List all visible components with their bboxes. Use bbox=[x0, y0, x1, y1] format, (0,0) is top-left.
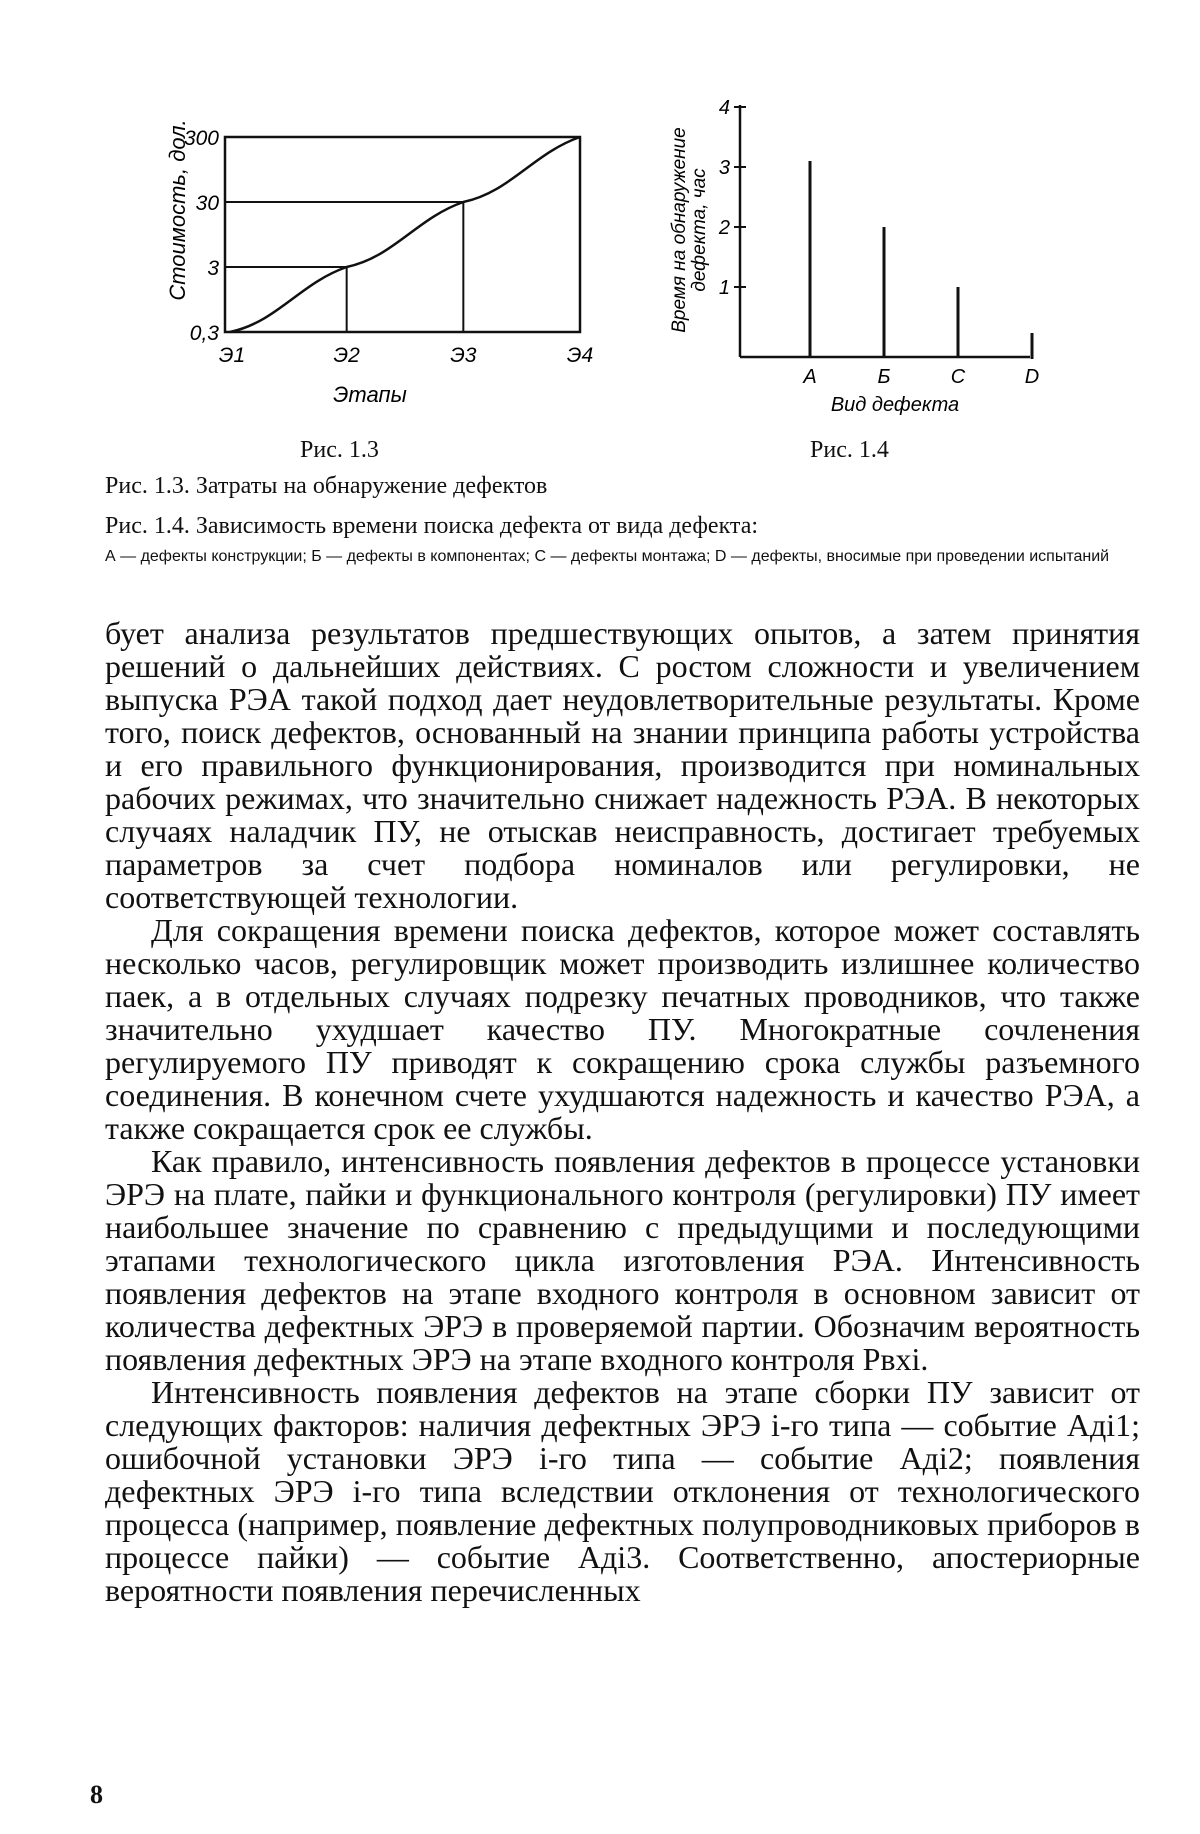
figure-1-4-caption: Рис. 1.4. Зависимость времени поиска дефекта от вида дефекта: bbox=[105, 513, 759, 539]
fig14-y-axis-label-line1: Время на обнаружение bbox=[669, 127, 690, 333]
paragraph-4: Интенсивность появления дефектов на этапе сборки ПУ зависит от следующих факторов: наличия дефектных ЭРЭ i-го типа — событие Aдi1; ошибочной установки ЭРЭ i-го типа — событие Aдi2; появления дефектных ЭРЭ i-го типа вследствии отклонения от технологического процесса (например, появление дефектных полупроводниковых приборов в процессе пайки) — событие Aдi3. Соответственно, апостериорные вероятности появления перечисленных bbox=[105, 1374, 1140, 1608]
fig13-x-tick-label: Э1 bbox=[218, 344, 246, 367]
fig14-y-tick-label: 2 bbox=[718, 217, 730, 239]
fig13-y-tick-label: 3 bbox=[207, 257, 219, 280]
fig14-y-tick-label: 4 bbox=[718, 97, 730, 119]
paragraph-1: бует анализа результатов предшествующих опытов, а затем принятия решений о дальнейших действиях. С ростом сложности и увеличением выпуска РЭА такой подход дает неудовлетворительные результаты. Кроме того, поиск дефектов, основанный на знании принципа работы устройства и его правильного функционирования, производится при номинальных рабочих режимах, что значительно снижает надежность РЭА. В некоторых случаях наладчик ПУ, не отыскав неисправность, достигает требуемых параметров за счет подбора номиналов или регулировки, не соответствующей технологии. bbox=[105, 615, 1140, 915]
figure-1-3-caption: Рис. 1.3. Затраты на обнаружение дефектов bbox=[105, 473, 548, 499]
fig13-x-tick-label: Э2 bbox=[333, 344, 360, 367]
fig13-y-tick-label: 300 bbox=[183, 127, 219, 150]
fig13-y-tick-label: 30 bbox=[195, 192, 219, 215]
figure-1-4-label: Рис. 1.4 bbox=[810, 437, 889, 463]
fig14-x-tick-label: D bbox=[1024, 366, 1040, 388]
fig14-y-axis-label-line2: дефекта, час bbox=[689, 168, 710, 292]
fig13-y-axis-label: Стоимость, дол. bbox=[165, 119, 190, 301]
fig13-x-tick-label: Э4 bbox=[566, 344, 594, 367]
figure-1-4-legend: А — дефекты конструкции; Б — дефекты в компонентах; С — дефекты монтажа; D — дефекты, вносимые при проведении испытаний bbox=[105, 548, 1110, 565]
fig14-x-tick-label: С bbox=[950, 366, 966, 388]
fig13-cost-curve bbox=[230, 137, 580, 332]
fig14-y-tick-label: 1 bbox=[718, 277, 730, 299]
page-number: 8 bbox=[90, 1780, 103, 1809]
paragraph-2: Для сокращения времени поиска дефектов, которое может составлять несколько часов, регулировщик может производить излишнее количество паек, а в отдельных случаях подрезку печатных проводников, что также значительно ухудшает качество ПУ. Многократные сочленения регулируемого ПУ приводят к сокращению срока службы разъемного соединения. В конечном счете ухудшаются надежность и качество РЭА, а также сокращается срок ее службы. bbox=[105, 912, 1140, 1146]
fig14-marks bbox=[718, 97, 1039, 388]
fig13-y-tick-label: 0,3 bbox=[189, 322, 219, 345]
fig14-y-tick-label: 3 bbox=[718, 157, 730, 179]
figure-1-3-chart bbox=[140, 95, 610, 415]
figure-1-4-chart bbox=[640, 95, 1080, 415]
fig13-plot-frame bbox=[225, 137, 580, 332]
fig14-x-tick-label: Б bbox=[877, 366, 891, 388]
fig14-x-axis-label: Вид дефекта bbox=[830, 394, 960, 415]
fig14-x-tick-label: А bbox=[803, 366, 817, 388]
fig13-x-tick-label: Э3 bbox=[450, 344, 477, 367]
body-text bbox=[105, 617, 1140, 1607]
fig13-x-axis-label: Этапы bbox=[333, 382, 407, 407]
figure-1-3-label: Рис. 1.3 bbox=[300, 437, 379, 463]
paragraph-3: Как правило, интенсивность появления дефектов в процессе установки ЭРЭ на плате, пайки и функционального контроля (регулировки) ПУ имеет наибольшее значение по сравнению с предыдущими и последующими этапами технологического цикла изготовления РЭА. Интенсивность появления дефектов на этапе входного контроля в основном зависит от количества дефектных ЭРЭ в проверяемой партии. Обозначим вероятность появления дефектных ЭРЭ на этапе входного контроля Pвхi. bbox=[105, 1143, 1140, 1377]
